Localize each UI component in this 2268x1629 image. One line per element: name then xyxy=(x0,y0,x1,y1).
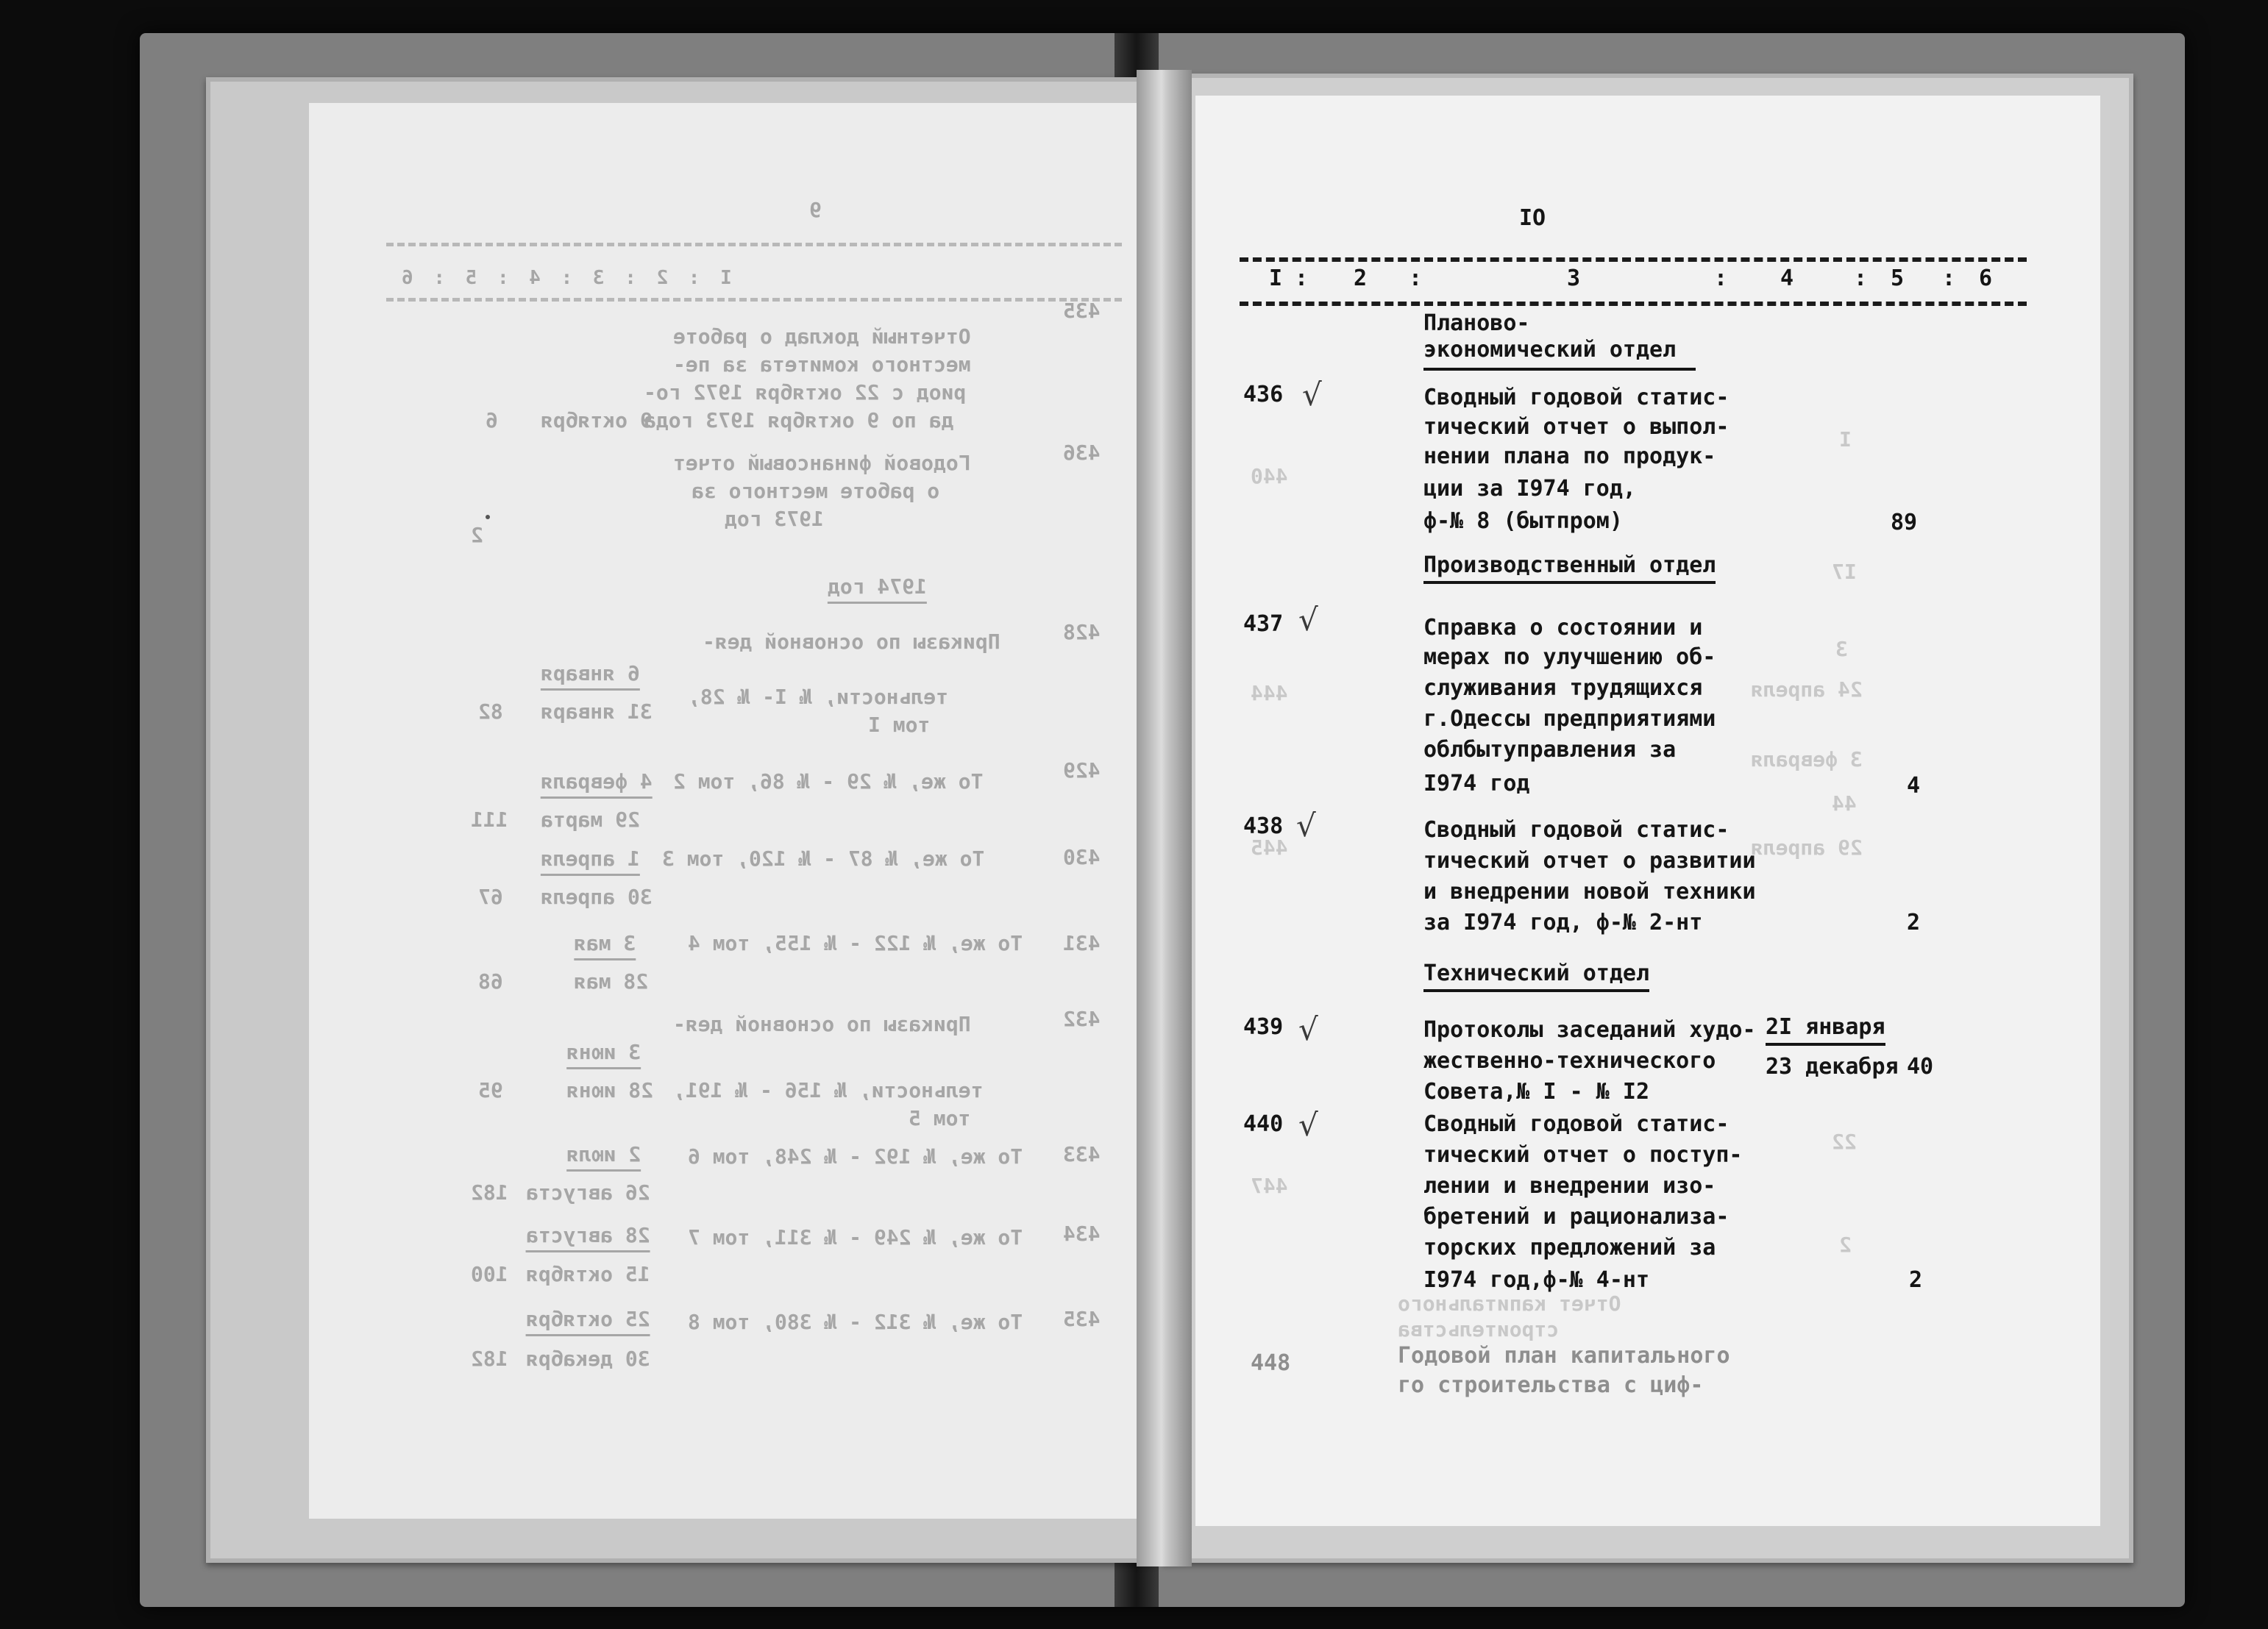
left-date-11: 2 июля xyxy=(566,1141,641,1172)
entry-439-date-to: 23 декабря xyxy=(1766,1054,1899,1080)
entry-number-436: 436 xyxy=(1243,382,1284,407)
left-line-2: риод с 22 октября 1972 го- xyxy=(644,380,967,404)
header-sep-4: : xyxy=(1854,265,1868,291)
next-page-count-2: 3 xyxy=(1835,637,1848,661)
left-num-0: 435 xyxy=(1063,299,1101,323)
left-count-5: 68 xyxy=(478,969,503,994)
next-page-date-1: 3 февраля xyxy=(1751,747,1863,771)
left-line-16: том 5 xyxy=(909,1106,971,1130)
left-date-5: 1 апреля xyxy=(541,846,640,876)
left-line-1: местного комитета за пе- xyxy=(673,352,971,377)
next-page-line-3: строительства xyxy=(1398,1317,1560,1341)
entry-437-line-5: облбытуправления за xyxy=(1423,737,1677,763)
header-sep-5: : xyxy=(1942,265,1956,291)
entry-number-438: 438 xyxy=(1243,813,1284,839)
left-date-4: 29 марта xyxy=(541,808,640,832)
left-line-18: То же, № 249 - № 311, том 7 xyxy=(688,1225,1023,1250)
left-line-17: То же, № 192 - № 248, том 6 xyxy=(688,1144,1023,1169)
next-page-num-1: 444 xyxy=(1251,681,1288,705)
entry-437-line-6: I974 год xyxy=(1423,771,1530,796)
left-line-15: тельности, № 156 - № 191, xyxy=(673,1078,984,1102)
header-col-6: 6 xyxy=(1979,265,1993,291)
next-page-num-3: 447 xyxy=(1251,1174,1288,1198)
entry-436-line-1: Сводный годовой статис- xyxy=(1423,385,1730,410)
entry-436-line-4: ции за I974 год, xyxy=(1423,476,1636,502)
left-num-4: 430 xyxy=(1063,845,1101,869)
entry-436-line-5: ф-№ 8 (бытпром) xyxy=(1423,508,1623,534)
left-line-8: Приказы по основной дея- xyxy=(703,630,1000,654)
left-header-rule-top xyxy=(386,243,1122,246)
left-date-1: 6 января xyxy=(541,660,640,691)
entry-440-line-1: Сводный годовой статис- xyxy=(1423,1111,1730,1137)
next-page-count-4: 22 xyxy=(1832,1130,1857,1154)
left-year-heading: 1974 год xyxy=(828,574,927,604)
entry-439-pages: 40 xyxy=(1907,1054,1934,1080)
next-page-count-3: 44 xyxy=(1832,791,1857,816)
left-date-12: 26 августа xyxy=(526,1180,650,1205)
left-num-3: 429 xyxy=(1063,758,1101,783)
left-line-19: То же, № 312 - № 380, том 8 xyxy=(688,1310,1023,1334)
section-title-planning: Планово-экономический отдел xyxy=(1423,310,1677,363)
check-mark-icon: √ xyxy=(1296,808,1316,844)
left-count-1: 2 xyxy=(471,523,483,547)
left-line-10: том I xyxy=(868,713,931,737)
left-num-6: 432 xyxy=(1063,1007,1101,1031)
entry-439-date-from: 2I января xyxy=(1766,1013,1885,1046)
right-page-number: IO xyxy=(1519,205,1546,231)
left-line-4: Годовой финансовый отчет xyxy=(673,451,971,475)
binding-gutter xyxy=(1137,70,1192,1566)
left-num-8: 434 xyxy=(1063,1222,1101,1246)
left-line-5: о работе местного за xyxy=(692,479,940,503)
left-header-rule-bottom xyxy=(386,298,1122,302)
header-col-5: 5 xyxy=(1891,265,1905,291)
left-page-number: 9 xyxy=(809,198,822,222)
left-line-13: То же, № 122 - № 155, том 4 xyxy=(688,931,1023,955)
left-date-6: 30 апреля xyxy=(541,885,653,909)
entry-440-line-2: тический отчет о поступ- xyxy=(1423,1142,1743,1168)
entry-number-437: 437 xyxy=(1243,611,1284,637)
check-mark-icon: √ xyxy=(1298,1011,1318,1047)
entry-438-pages: 2 xyxy=(1907,910,1921,935)
entry-439-line-2: жественно-технического xyxy=(1423,1048,1716,1074)
left-date-14: 15 октября xyxy=(526,1262,650,1286)
header-sep-3: : xyxy=(1714,265,1728,291)
header-sep-2: : xyxy=(1409,265,1423,291)
next-page-count-5: 2 xyxy=(1839,1233,1852,1257)
entry-440-line-6: I974 год,ф-№ 4-нт xyxy=(1423,1267,1650,1293)
left-num-2: 428 xyxy=(1063,620,1101,644)
entry-436-line-2: тический отчет о выпол- xyxy=(1423,414,1730,440)
left-date-10: 28 июня xyxy=(566,1078,654,1102)
left-line-12: То же, № 87 - № 120, том 3 xyxy=(662,846,985,871)
check-mark-icon: √ xyxy=(1298,602,1318,638)
header-col-1: I xyxy=(1269,265,1283,291)
left-count-8: 100 xyxy=(471,1262,508,1286)
next-page-line-1: го строительства с циф- xyxy=(1398,1372,1704,1398)
left-line-14: Приказы по основной дея- xyxy=(673,1012,971,1036)
entry-439-line-3: Совета,№ I - № I2 xyxy=(1423,1079,1650,1105)
next-page-line-2: Отчет капитального xyxy=(1398,1291,1621,1316)
left-num-7: 433 xyxy=(1063,1142,1101,1166)
entry-number-440: 440 xyxy=(1243,1111,1284,1137)
header-col-4: 4 xyxy=(1780,265,1794,291)
left-count-3: 111 xyxy=(471,808,508,832)
left-count-0: 6 xyxy=(486,408,498,432)
entry-440-line-5: торских предложений за xyxy=(1423,1235,1716,1261)
left-header-columns: I : 2 : 3 : 4 : 5 : 6 xyxy=(397,267,732,289)
entry-438-line-4: за I974 год, ф-№ 2-нт xyxy=(1423,910,1703,935)
left-line-3: да по 9 октября 1973 года xyxy=(644,408,954,432)
left-date-16: 30 декабря xyxy=(526,1347,650,1371)
left-num-5: 431 xyxy=(1063,931,1101,955)
next-page-count-1: I7 xyxy=(1832,560,1857,584)
left-line-0: Отчетный доклад о работе xyxy=(673,324,971,349)
left-num-9: 435 xyxy=(1063,1307,1101,1331)
entry-438-line-3: и внедрении новой техники xyxy=(1423,879,1756,905)
left-date-7: 3 мая xyxy=(574,930,636,960)
entry-439-line-1: Протоколы заседаний худо- xyxy=(1423,1017,1756,1043)
entry-437-line-3: служивания трудящихся xyxy=(1423,675,1703,701)
entry-437-line-2: мерах по улучшению об- xyxy=(1423,644,1716,670)
next-page-date-2: 29 апреля xyxy=(1751,835,1863,860)
section-title-production: Производственный отдел xyxy=(1423,552,1716,584)
entry-438-line-2: тический отчет о развитии xyxy=(1423,848,1756,874)
next-page-num-4: 448 xyxy=(1251,1350,1291,1376)
check-mark-icon: √ xyxy=(1302,377,1322,413)
left-line-6: 1973 год xyxy=(725,507,824,531)
left-line-9: тельности, № I- № 28, xyxy=(688,685,949,709)
left-date-3: 4 февраля xyxy=(541,769,653,799)
left-page xyxy=(309,103,1144,1519)
punch-mark xyxy=(486,515,490,519)
entry-438-line-1: Сводный годовой статис- xyxy=(1423,817,1730,843)
check-mark-icon: √ xyxy=(1298,1107,1318,1143)
entry-437-pages: 4 xyxy=(1907,773,1921,799)
left-count-2: 82 xyxy=(478,699,503,724)
header-col-3: 3 xyxy=(1567,265,1581,291)
entry-436-pages: 89 xyxy=(1891,510,1918,535)
entry-437-line-1: Справка о состоянии и xyxy=(1423,615,1703,641)
next-page-num-0: 440 xyxy=(1251,464,1288,488)
left-count-9: 182 xyxy=(471,1347,508,1371)
left-date-8: 28 мая xyxy=(574,969,649,994)
header-sep-1: : xyxy=(1295,265,1309,291)
next-page-num-2: 445 xyxy=(1251,835,1288,860)
next-page-date-0: 24 апреля xyxy=(1751,677,1863,702)
left-count-4: 67 xyxy=(478,885,503,909)
header-rule-bottom xyxy=(1240,302,2027,306)
left-count-6: 95 xyxy=(478,1078,503,1102)
entry-440-line-4: бретений и рационализа- xyxy=(1423,1204,1730,1230)
left-date-2: 31 января xyxy=(541,699,653,724)
next-page-line-0: Годовой план капитального xyxy=(1398,1343,1730,1369)
left-date-9: 3 июня xyxy=(566,1039,641,1069)
header-col-2: 2 xyxy=(1354,265,1368,291)
next-page-count-0: I xyxy=(1839,427,1852,452)
left-line-11: То же, № 29 - № 86, том 2 xyxy=(673,769,984,794)
left-date-0: 9 октября xyxy=(541,408,653,432)
entry-number-439: 439 xyxy=(1243,1014,1284,1040)
entry-440-line-3: лении и внедрении изо- xyxy=(1423,1173,1716,1199)
left-date-15: 25 октября xyxy=(526,1306,650,1336)
left-date-13: 28 августа xyxy=(526,1222,650,1252)
header-rule-top xyxy=(1240,257,2027,262)
entry-436-line-3: нении плана по продук- xyxy=(1423,443,1716,469)
section-rule-planning xyxy=(1423,368,1696,371)
section-title-technical: Технический отдел xyxy=(1423,960,1649,992)
left-count-7: 182 xyxy=(471,1180,508,1205)
left-num-1: 436 xyxy=(1063,441,1101,465)
entry-440-pages: 2 xyxy=(1909,1267,1923,1293)
entry-437-line-4: г.Одессы предприятиями xyxy=(1423,706,1716,732)
